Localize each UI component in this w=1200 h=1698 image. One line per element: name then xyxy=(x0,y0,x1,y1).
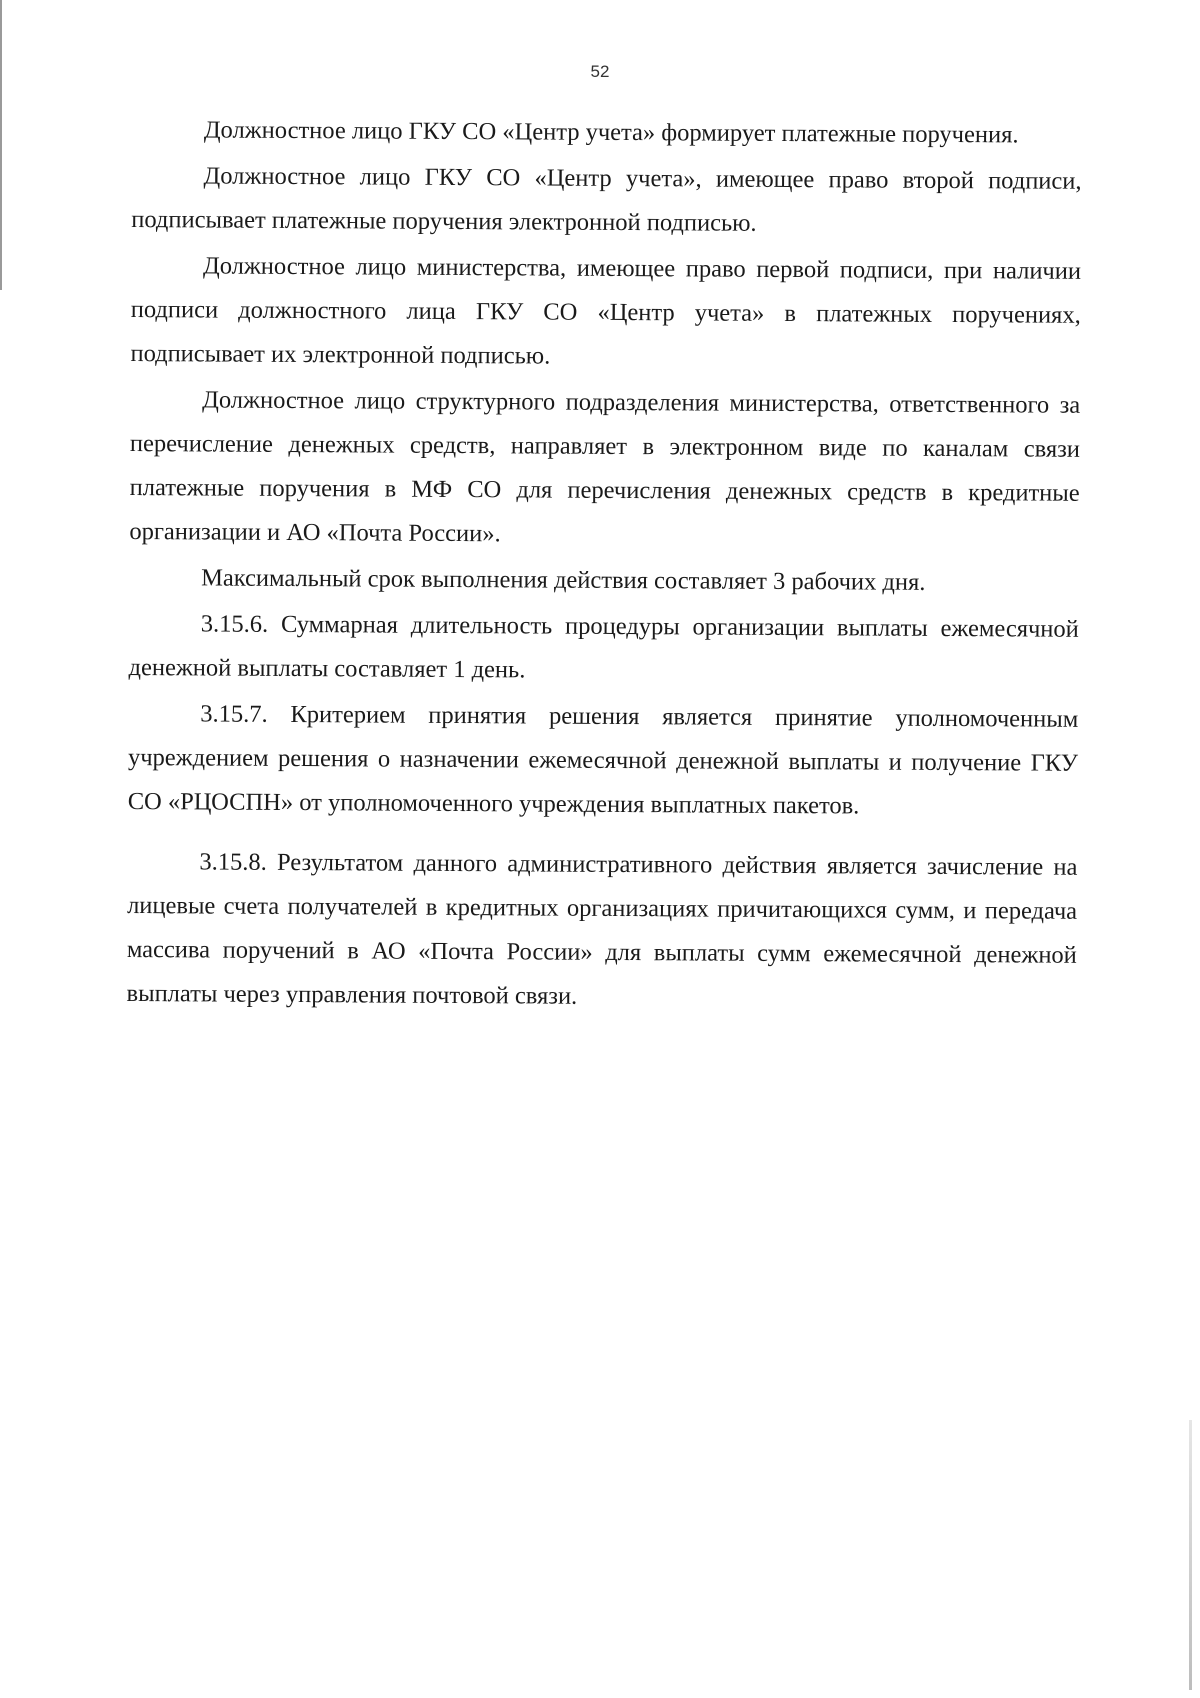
paragraph-second-signature: Должностное лицо ГКУ СО «Центр учета», имеющее право второй подписи, подписывает платежные поручения электронной подписью. xyxy=(131,162,1082,237)
paragraph-3-15-6: 3.15.6. Суммарная длительность процедуры организации выплаты ежемесячной денежной выплаты составляет 1 день. xyxy=(128,610,1079,684)
paragraph-3-15-7: 3.15.7. Критерием принятия решения является принятие уполномоченным учреждением решения о назначении ежемесячной денежной выплаты и получение ГКУ СО «РЦОСПН» от уполномоченного учреждения выплатных пакетов. xyxy=(127,700,1079,820)
paragraph-first-signature: Должностное лицо министерства, имеющее право первой подписи, при наличии подписи должностного лица ГКУ СО «Центр учета» в платежных поручениях, подписывает их электронной подписью. xyxy=(130,252,1082,370)
scan-edge-right xyxy=(1189,1420,1192,1690)
paragraph-payment-orders-formed: Должностное лицо ГКУ СО «Центр учета» формирует платежные поручения. xyxy=(203,116,1019,149)
scan-edge-left xyxy=(0,0,2,290)
paragraph-max-duration: Максимальный срок выполнения действия составляет 3 рабочих дня. xyxy=(201,564,926,596)
paragraph-transfer-funds: Должностное лицо структурного подразделения министерства, ответственного за перечисление денежных средств, направляет в электронном виде по каналам связи платежные поручения в МФ СО для перечисления денежных средств в кредитные организации и АО «Почта России». xyxy=(129,386,1081,548)
document-body xyxy=(126,108,1082,1024)
paragraph-3-15-8: 3.15.8. Результатом данного административного действия является зачисление на лицевые счета получателей в кредитных организациях причитающихся сумм, и передача массива поручений в АО «Почта России» для выплаты сумм ежемесячной денежной выплаты через управления почтовой связи. xyxy=(126,848,1078,1010)
page-number: 52 xyxy=(590,62,610,81)
